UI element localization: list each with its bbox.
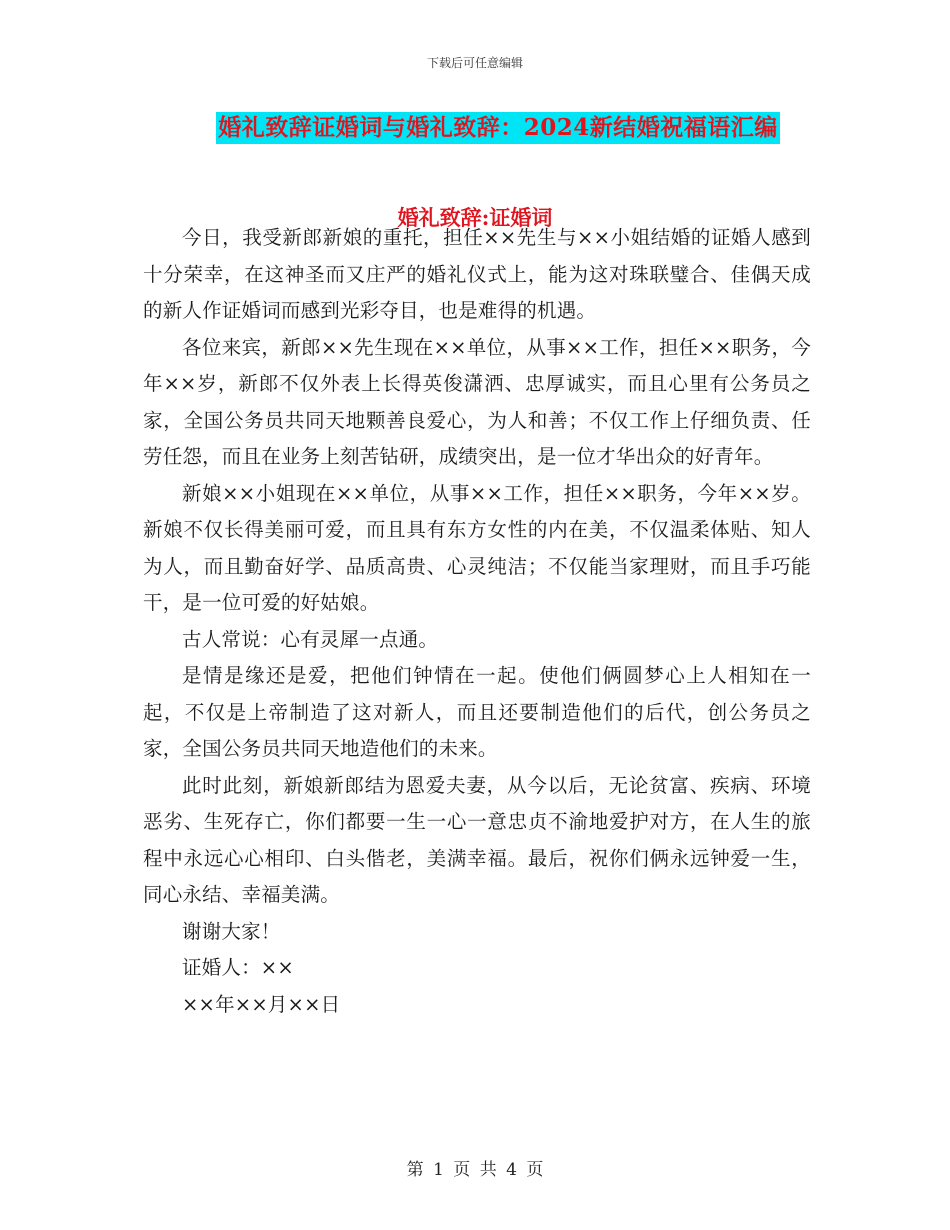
paragraph: 是情是缘还是爱，把他们钟情在一起。使他们俩圆梦心上人相知在一起，不仅是上帝制造了这对新人，而且还要制造他们的后代，创公务员之家，全国公务员共同天地造他们的未来。 — [143, 664, 811, 760]
document-title: 婚礼致辞证婚词与婚礼致辞：2024新结婚祝福语汇编 — [216, 112, 780, 144]
paragraph: 今日，我受新郎新娘的重托，担任××先生与××小姐结婚的证婚人感到十分荣幸，在这神圣而又庄严的婚礼仪式上，能为这对珠联璧合、佳偶天成的新人作证婚词而感到光彩夺目，也是难得的机遇。 — [143, 226, 811, 322]
paragraph: 此时此刻，新娘新郎结为恩爱夫妻，从今以后，无论贫富、疾病、环境恶劣、生死存亡，你们都要一生一心一意忠贞不渝地爱护对方，在人生的旅程中永远心心相印、白头偕老，美满幸福。最后，祝你们俩永远钟爱一生，同心永结、幸福美满。 — [143, 773, 811, 906]
paragraph: 古人常说：心有灵犀一点通。 — [182, 627, 439, 651]
closing-thanks: 谢谢大家！ — [182, 919, 281, 943]
document-body — [143, 220, 811, 1023]
page-number: 第 1 页 共 4 页 — [406, 1160, 544, 1180]
section-title: 婚礼致辞:证婚词 — [397, 205, 553, 230]
paragraph: 各位来宾，新郎××先生现在××单位，从事××工作，担任××职务，今年××岁，新郎不仅外表上长得英俊潇洒、忠厚诚实，而且心里有公务员之家，全国公务员共同天地颗善良爱心，为人和善；不仅工作上仔细负责、任劳任怨，而且在业务上刻苦钻研，成绩突出，是一位才华出众的好青年。 — [143, 335, 811, 468]
date-line: ××年××月××日 — [182, 992, 341, 1016]
paragraph: 新娘××小姐现在××单位，从事××工作，担任××职务，今年××岁。新娘不仅长得美丽可爱，而且具有东方女性的内在美，不仅温柔体贴、知人为人，而且勤奋好学、品质高贵、心灵纯洁；不仅能当家理财，而且手巧能干，是一位可爱的好姑娘。 — [143, 481, 811, 614]
header-note: 下载后可任意编辑 — [426, 56, 523, 70]
document-title-container — [0, 112, 950, 144]
officiant-signature: 证婚人：×× — [182, 956, 294, 979]
